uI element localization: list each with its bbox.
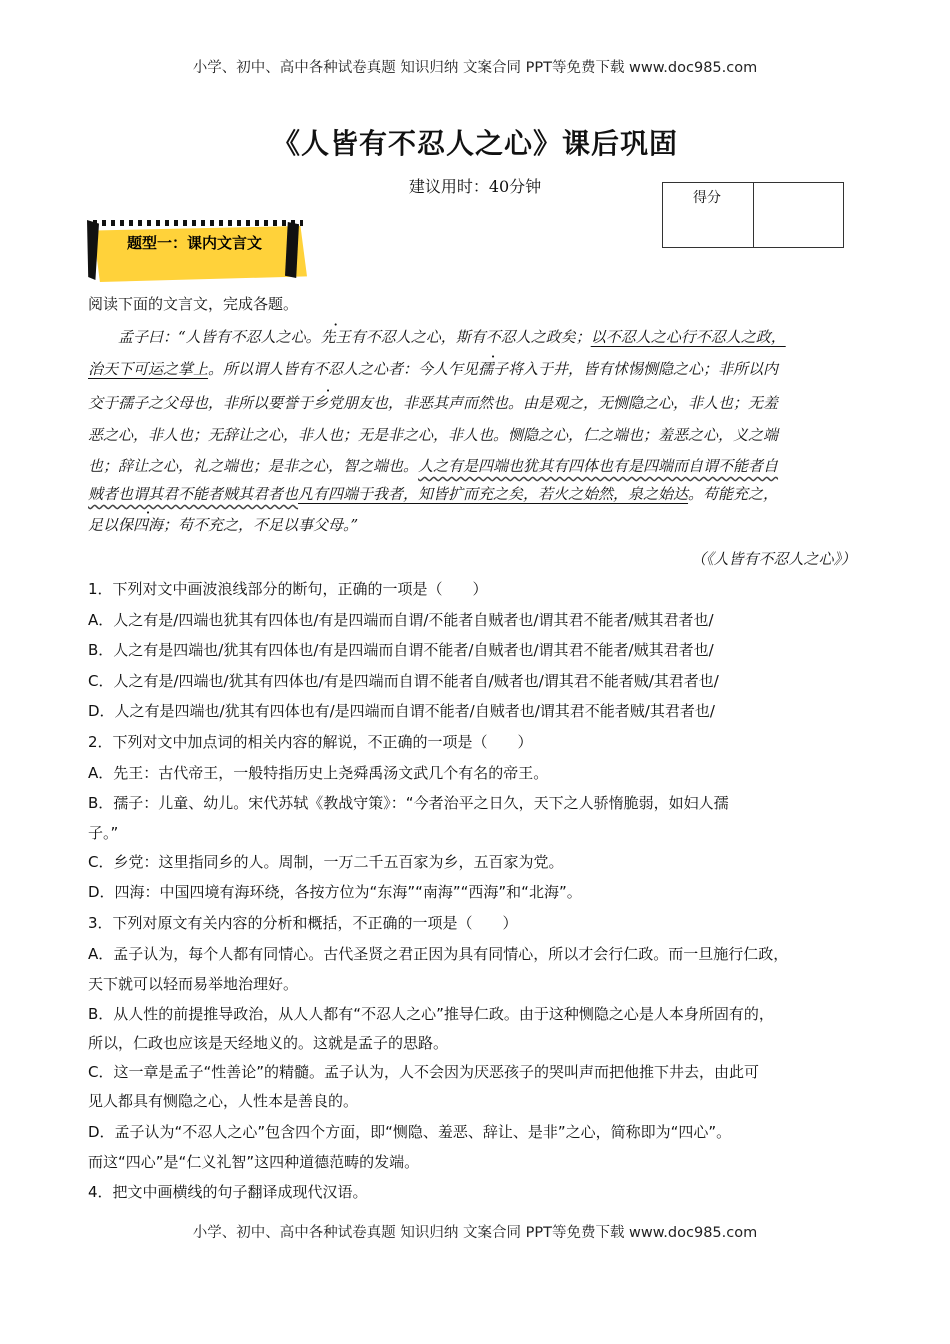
dotted-word-ruzi: 孺子 (478, 360, 509, 378)
wavy-underlined-text: 贼者也谓其君不能者贼其君者也 (88, 485, 299, 503)
option-3c-cont: 见人都具有恻隐之心，人性本是善良的。 (88, 1092, 359, 1110)
question-2: 2．下列对文中加点词的相关内容的解说，不正确的一项是（ ） (88, 733, 533, 751)
option-3a-cont: 天下就可以轻而易举地治理好。 (88, 975, 299, 993)
option-3b-cont: 所以，仁政也应该是天经地义的。这就是孟子的思路。 (88, 1034, 449, 1052)
passage-line-4: 恶之心，非人也；无辞让之心，非人也；无是非之心，非人也。恻隐之心，仁之端也；羞恶之心，义之端 (88, 426, 779, 444)
section-tag-label: 题型一：课内文言文 (127, 234, 263, 252)
option-1c: C．人之有是/四端也/犹其有四体也/有是四端而自谓不能者自/贼者也/谓其君不能者贼/其君者也/ (88, 672, 719, 690)
tag-decoration-dots (93, 220, 303, 226)
option-3b: B．从人性的前提推导政治，从人人都有“不忍人之心”推导仁政。由于这种恻隐之心是人本身所固有的， (88, 1005, 774, 1023)
passage-line-2 (88, 358, 878, 379)
option-2b: B．孺子：儿童、幼儿。宋代苏轼《教战守策》：“今者治平之日久，天下之人骄惰脆弱，如妇人孺 (88, 794, 729, 812)
option-3d: D．孟子认为“不忍人之心”包含四个方面，即“恻隐、羞恶、辞让、是非”之心，简称即为“四心”。 (88, 1123, 732, 1141)
dotted-word-xiangdang: 乡党 (313, 394, 344, 412)
score-box (662, 182, 844, 248)
tag-stripe-left (87, 220, 99, 280)
option-1b: B．人之有是四端也/犹其有四体也/有是四端而自谓不能者/自贼者也/谓其君不能者/贼其君者也/ (88, 641, 714, 659)
option-3d-cont: 而这“四心”是“仁义礼智”这四种道德范畴的发端。 (88, 1153, 420, 1171)
passage-text: 足以保 (88, 516, 134, 534)
passage-line-5 (88, 455, 878, 476)
passage-text: 。所以谓人皆有不忍人之心者：今人乍见 (208, 360, 479, 378)
page-header: 小学、初中、高中各种试卷真题 知识归纳 文案合同 PPT等免费下载 www.doc985.com (192, 60, 758, 76)
passage-text: 交于孺子之父母也，非所以要誉于 (88, 394, 314, 412)
passage-line-1 (118, 326, 878, 347)
passage-text: 朋友也，非恶其声而然也。由是观之，无恻隐之心，非人也；无羞 (343, 394, 779, 412)
option-3a: A．孟子认为，每个人都有同情心。古代圣贤之君正因为具有同情心，所以才会行仁政。而一旦施行仁政， (88, 945, 789, 963)
underlined-sentence: 以不忍人之心行不忍人之政， (590, 328, 786, 346)
page-title: 《人皆有不忍人之心》课后巩固 (271, 127, 678, 160)
section-tag (89, 220, 307, 282)
dotted-word-xianwang: 先王 (320, 328, 351, 346)
question-3: 3．下列对原文有关内容的分析和概括，不正确的一项是（ ） (88, 914, 518, 932)
intro-text: 阅读下面的文言文，完成各题。 (88, 295, 299, 313)
option-2d: D．四海：中国四境有海环绕，各按方位为“东海”“南海”“西海”和“北海”。 (88, 883, 582, 901)
suggested-time: 建议用时：40分钟 (408, 177, 542, 196)
underlined-sentence: 凡有四端于我者，知皆扩而充之矣，若火之始然，泉之始达 (298, 485, 689, 503)
passage-text: 将入于井，皆有怵惕恻隐之心；非所以内 (508, 360, 779, 378)
passage-line-7 (88, 514, 878, 535)
question-1: 1．下列对文中画波浪线部分的断句，正确的一项是（ ） (88, 580, 488, 598)
passage-line-6 (88, 483, 878, 504)
underlined-sentence: 治天下可运之掌上 (88, 360, 209, 378)
score-box-divider (753, 183, 754, 247)
dotted-word-sihai: 四海 (133, 516, 164, 534)
passage-text: 也；辞让之心，礼之端也；是非之心，智之端也。 (88, 457, 419, 475)
passage-text: 。苟能充之， (688, 485, 779, 503)
passage-source: （《人皆有不忍人之心》） (690, 550, 856, 568)
question-4: 4．把文中画横线的句子翻译成现代汉语。 (88, 1183, 368, 1201)
option-2c: C．乡党：这里指同乡的人。周制，一万二千五百家为乡，五百家为党。 (88, 853, 564, 871)
option-2b-cont: 子。” (88, 824, 119, 842)
passage-text: 有不忍人之心，斯有不忍人之政矣； (350, 328, 591, 346)
option-1d: D．人之有是四端也/犹其有四体也有/是四端而自谓不能者/自贼者也/谓其君不能者贼/其君者也/ (88, 702, 715, 720)
option-2a: A．先王：古代帝王，一般特指历史上尧舜禹汤文武几个有名的帝王。 (88, 764, 549, 782)
passage-text: ；苟不充之，不足以事父母。” (163, 516, 359, 534)
passage-text: 孟子曰：“人皆有不忍人之心。 (118, 328, 321, 346)
option-1a: A．人之有是/四端也犹其有四体也/有是四端而自谓/不能者自贼者也/谓其君不能者/贼其君者也/ (88, 611, 714, 629)
passage-line-3 (88, 392, 878, 413)
wavy-underlined-text: 人之有是四端也犹其有四体也有是四端而自谓不能者自 (418, 457, 779, 475)
page-footer: 小学、初中、高中各种试卷真题 知识归纳 文案合同 PPT等免费下载 www.doc985.com (192, 1225, 758, 1241)
option-3c: C．这一章是孟子“性善论”的精髓。孟子认为，人不会因为厌恶孩子的哭叫声而把他推下井去，由此可 (88, 1063, 760, 1081)
score-label: 得分 (693, 190, 721, 206)
